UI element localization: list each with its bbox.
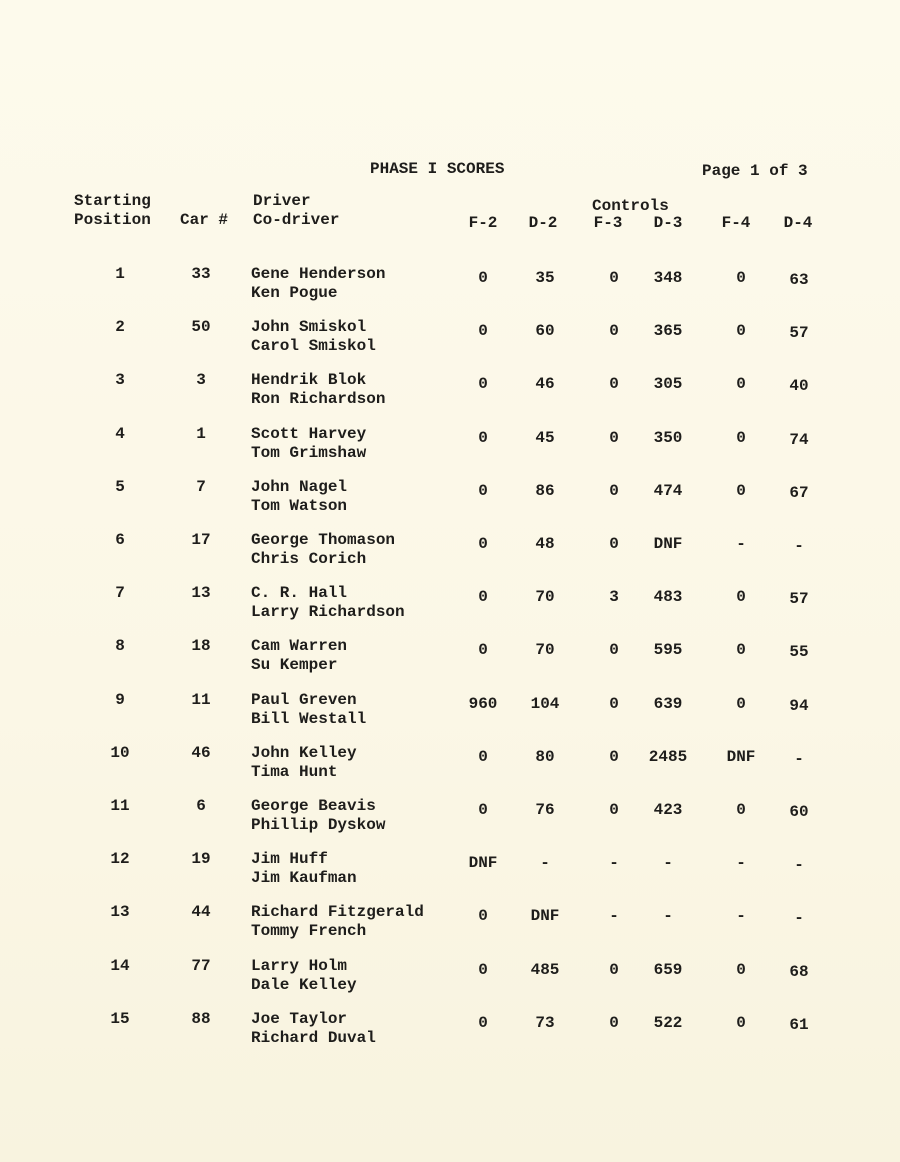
cell-codriver: Phillip Dyskow	[251, 816, 386, 834]
header-driver: Driver	[253, 192, 311, 210]
cell-d3: 2485	[648, 747, 688, 766]
cell-d4: 63	[789, 271, 809, 289]
cell-f4: 0	[736, 641, 746, 660]
cell-d3: 365	[653, 322, 683, 341]
cell-codriver: Su Kemper	[251, 656, 338, 675]
cell-driver-codriver	[251, 850, 357, 888]
cell-f2: 0	[478, 960, 488, 979]
cell-d3: 483	[653, 588, 683, 607]
cell-d3: 350	[653, 428, 683, 447]
cell-f3: 0	[609, 1013, 619, 1032]
cell-car: 6	[196, 797, 206, 815]
cell-driver: Gene Henderson	[251, 265, 386, 283]
header-f2: F-2	[468, 214, 498, 232]
cell-d2: 86	[535, 481, 555, 500]
cell-driver: Scott Harvey	[251, 424, 367, 443]
cell-f2: 0	[478, 322, 488, 341]
cell-driver-codriver	[251, 691, 366, 729]
cell-d2: 73	[535, 1013, 555, 1032]
cell-codriver: Bill Westall	[251, 709, 367, 728]
cell-d3: 348	[653, 269, 683, 287]
cell-driver: Joe Taylor	[251, 1009, 348, 1028]
cell-f2: 0	[478, 1013, 488, 1032]
cell-driver-codriver	[251, 318, 376, 356]
cell-codriver: Larry Richardson	[251, 603, 405, 622]
cell-f4: 0	[736, 960, 746, 979]
cell-codriver: Tommy French	[251, 922, 367, 941]
cell-d2: 104	[530, 694, 560, 713]
cell-d3: 522	[653, 1013, 683, 1032]
cell-f3: 0	[609, 960, 619, 979]
cell-driver: Jim Huff	[251, 850, 328, 869]
cell-f3: 0	[609, 641, 619, 660]
cell-d2: 60	[535, 322, 555, 341]
cell-f4: 0	[736, 801, 746, 819]
cell-f3: 0	[609, 535, 619, 553]
header-codriver: Co-driver	[253, 211, 340, 229]
cell-d4: 68	[789, 962, 809, 981]
cell-driver-codriver	[251, 478, 347, 516]
cell-f4: 0	[736, 694, 746, 713]
cell-pos: 14	[110, 956, 130, 975]
cell-driver-codriver	[251, 265, 385, 303]
header-car: Car #	[180, 211, 229, 229]
header-position: Position	[74, 211, 151, 229]
cell-car: 33	[191, 265, 211, 283]
cell-f2: 0	[478, 535, 488, 553]
cell-pos: 12	[110, 850, 130, 869]
header-d2: D-2	[528, 214, 558, 232]
cell-car: 18	[191, 637, 211, 656]
cell-d2: 485	[530, 960, 560, 979]
cell-f2: 0	[478, 269, 488, 287]
cell-f4: -	[736, 907, 746, 926]
header-d4: D-4	[783, 214, 813, 232]
cell-pos: 8	[115, 637, 125, 656]
page-number: Page 1 of 3	[702, 162, 808, 180]
cell-car: 13	[191, 584, 211, 603]
header-d3: D-3	[653, 214, 683, 232]
cell-pos: 1	[115, 265, 125, 283]
header-starting: Starting	[74, 192, 151, 210]
cell-driver-codriver	[251, 744, 357, 782]
cell-driver: Cam Warren	[251, 637, 348, 656]
cell-codriver: Dale Kelley	[251, 975, 357, 994]
cell-d2: 70	[535, 641, 555, 660]
cell-codriver: Tom Grimshaw	[251, 443, 367, 462]
cell-pos: 3	[115, 371, 125, 390]
cell-f4: -	[736, 854, 746, 873]
cell-d3: -	[663, 907, 673, 926]
cell-f4: 0	[736, 588, 746, 607]
cell-driver: Paul Greven	[251, 690, 357, 709]
cell-driver-codriver	[251, 584, 405, 622]
cell-f4: 0	[736, 269, 746, 287]
cell-car: 11	[191, 690, 211, 709]
cell-codriver: Tima Hunt	[251, 762, 338, 781]
cell-driver: John Kelley	[251, 743, 357, 762]
cell-f2: DNF	[468, 854, 498, 873]
cell-driver: George Thomason	[251, 531, 396, 549]
cell-d4: 74	[789, 430, 809, 449]
cell-f3: 0	[609, 694, 619, 713]
cell-f2: 0	[478, 428, 488, 447]
header-f3: F-3	[593, 214, 623, 232]
cell-d3: 595	[653, 641, 683, 660]
cell-driver-codriver	[251, 797, 385, 835]
cell-pos: 13	[110, 903, 130, 922]
cell-d4: -	[794, 749, 804, 768]
cell-codriver: Richard Duval	[251, 1028, 376, 1047]
cell-d3: 305	[653, 375, 683, 394]
cell-car: 3	[196, 371, 206, 390]
cell-f3: 0	[609, 801, 619, 819]
cell-d2: 70	[535, 588, 555, 607]
cell-d3: 659	[653, 960, 683, 979]
page-title: PHASE I SCORES	[370, 160, 505, 178]
cell-codriver: Ron Richardson	[251, 390, 386, 409]
cell-driver-codriver	[251, 957, 357, 995]
cell-d3: DNF	[653, 535, 683, 553]
cell-pos: 9	[115, 690, 125, 709]
cell-d2: 48	[535, 535, 555, 553]
cell-f3: 0	[609, 428, 619, 447]
cell-codriver: Carol Smiskol	[251, 337, 376, 356]
cell-driver-codriver	[251, 637, 347, 675]
cell-driver-codriver	[251, 531, 395, 569]
cell-pos: 10	[110, 743, 130, 762]
cell-car: 88	[191, 1009, 211, 1028]
cell-f2: 0	[478, 907, 488, 926]
cell-d4: 94	[789, 696, 809, 715]
cell-f2: 0	[478, 641, 488, 660]
header-controls: Controls	[592, 197, 669, 215]
cell-car: 77	[191, 956, 211, 975]
cell-f2: 960	[468, 694, 498, 713]
cell-driver: John Nagel	[251, 477, 348, 496]
cell-f3: 0	[609, 747, 619, 766]
cell-pos: 6	[115, 531, 125, 549]
cell-f3: -	[609, 854, 619, 873]
cell-driver: Larry Holm	[251, 956, 348, 975]
cell-driver: C. R. Hall	[251, 584, 348, 603]
cell-driver-codriver	[251, 425, 366, 463]
header-starting-position	[74, 192, 151, 230]
cell-d4: 67	[789, 483, 809, 502]
cell-driver-codriver	[251, 1010, 376, 1048]
cell-d2: -	[540, 854, 550, 873]
cell-f3: 0	[609, 322, 619, 341]
cell-d4: -	[794, 909, 804, 928]
cell-codriver: Ken Pogue	[251, 284, 338, 302]
cell-f4: -	[736, 535, 746, 553]
cell-f4: 0	[736, 428, 746, 447]
cell-d2: 80	[535, 747, 555, 766]
cell-car: 7	[196, 477, 206, 496]
cell-f2: 0	[478, 481, 488, 500]
cell-driver: George Beavis	[251, 797, 376, 815]
cell-d4: -	[794, 856, 804, 875]
cell-d2: 45	[535, 428, 555, 447]
cell-f4: 0	[736, 375, 746, 394]
cell-d4: 57	[789, 590, 809, 609]
cell-pos: 4	[115, 424, 125, 443]
header-f4: F-4	[721, 214, 751, 232]
cell-d2: 46	[535, 375, 555, 394]
cell-d4: 40	[789, 377, 809, 396]
cell-codriver: Tom Watson	[251, 496, 348, 515]
cell-car: 50	[191, 318, 211, 337]
cell-d4: 61	[789, 1015, 809, 1034]
cell-d4: 55	[789, 643, 809, 662]
cell-f3: 0	[609, 269, 619, 287]
cell-f3: -	[609, 907, 619, 926]
cell-pos: 15	[110, 1009, 130, 1028]
cell-f4: 0	[736, 1013, 746, 1032]
cell-car: 17	[191, 531, 211, 549]
cell-car: 46	[191, 743, 211, 762]
cell-pos: 2	[115, 318, 125, 337]
cell-f4: DNF	[726, 747, 756, 766]
cell-driver: Hendrik Blok	[251, 371, 367, 390]
cell-f2: 0	[478, 375, 488, 394]
cell-driver: John Smiskol	[251, 318, 367, 337]
cell-driver-codriver	[251, 371, 385, 409]
cell-f2: 0	[478, 747, 488, 766]
cell-car: 19	[191, 850, 211, 869]
cell-d4: 60	[789, 803, 809, 821]
cell-f3: 0	[609, 481, 619, 500]
cell-d2: 76	[535, 801, 555, 819]
cell-f2: 0	[478, 588, 488, 607]
cell-driver-codriver	[251, 903, 424, 941]
cell-codriver: Jim Kaufman	[251, 869, 357, 888]
cell-f3: 0	[609, 375, 619, 394]
cell-d3: 639	[653, 694, 683, 713]
cell-pos: 11	[110, 797, 130, 815]
cell-codriver: Chris Corich	[251, 550, 367, 568]
cell-d3: 474	[653, 481, 683, 500]
cell-d2: 35	[535, 269, 555, 287]
cell-f2: 0	[478, 801, 488, 819]
cell-d4: -	[794, 537, 804, 555]
cell-f4: 0	[736, 322, 746, 341]
cell-car: 44	[191, 903, 211, 922]
cell-d3: -	[663, 854, 673, 873]
cell-d4: 57	[789, 324, 809, 343]
cell-d3: 423	[653, 801, 683, 819]
cell-pos: 5	[115, 477, 125, 496]
cell-f4: 0	[736, 481, 746, 500]
cell-pos: 7	[115, 584, 125, 603]
header-driver-codriver	[253, 192, 339, 230]
cell-f3: 3	[609, 588, 619, 607]
cell-car: 1	[196, 424, 206, 443]
cell-d2: DNF	[530, 907, 560, 926]
cell-driver: Richard Fitzgerald	[251, 903, 424, 922]
